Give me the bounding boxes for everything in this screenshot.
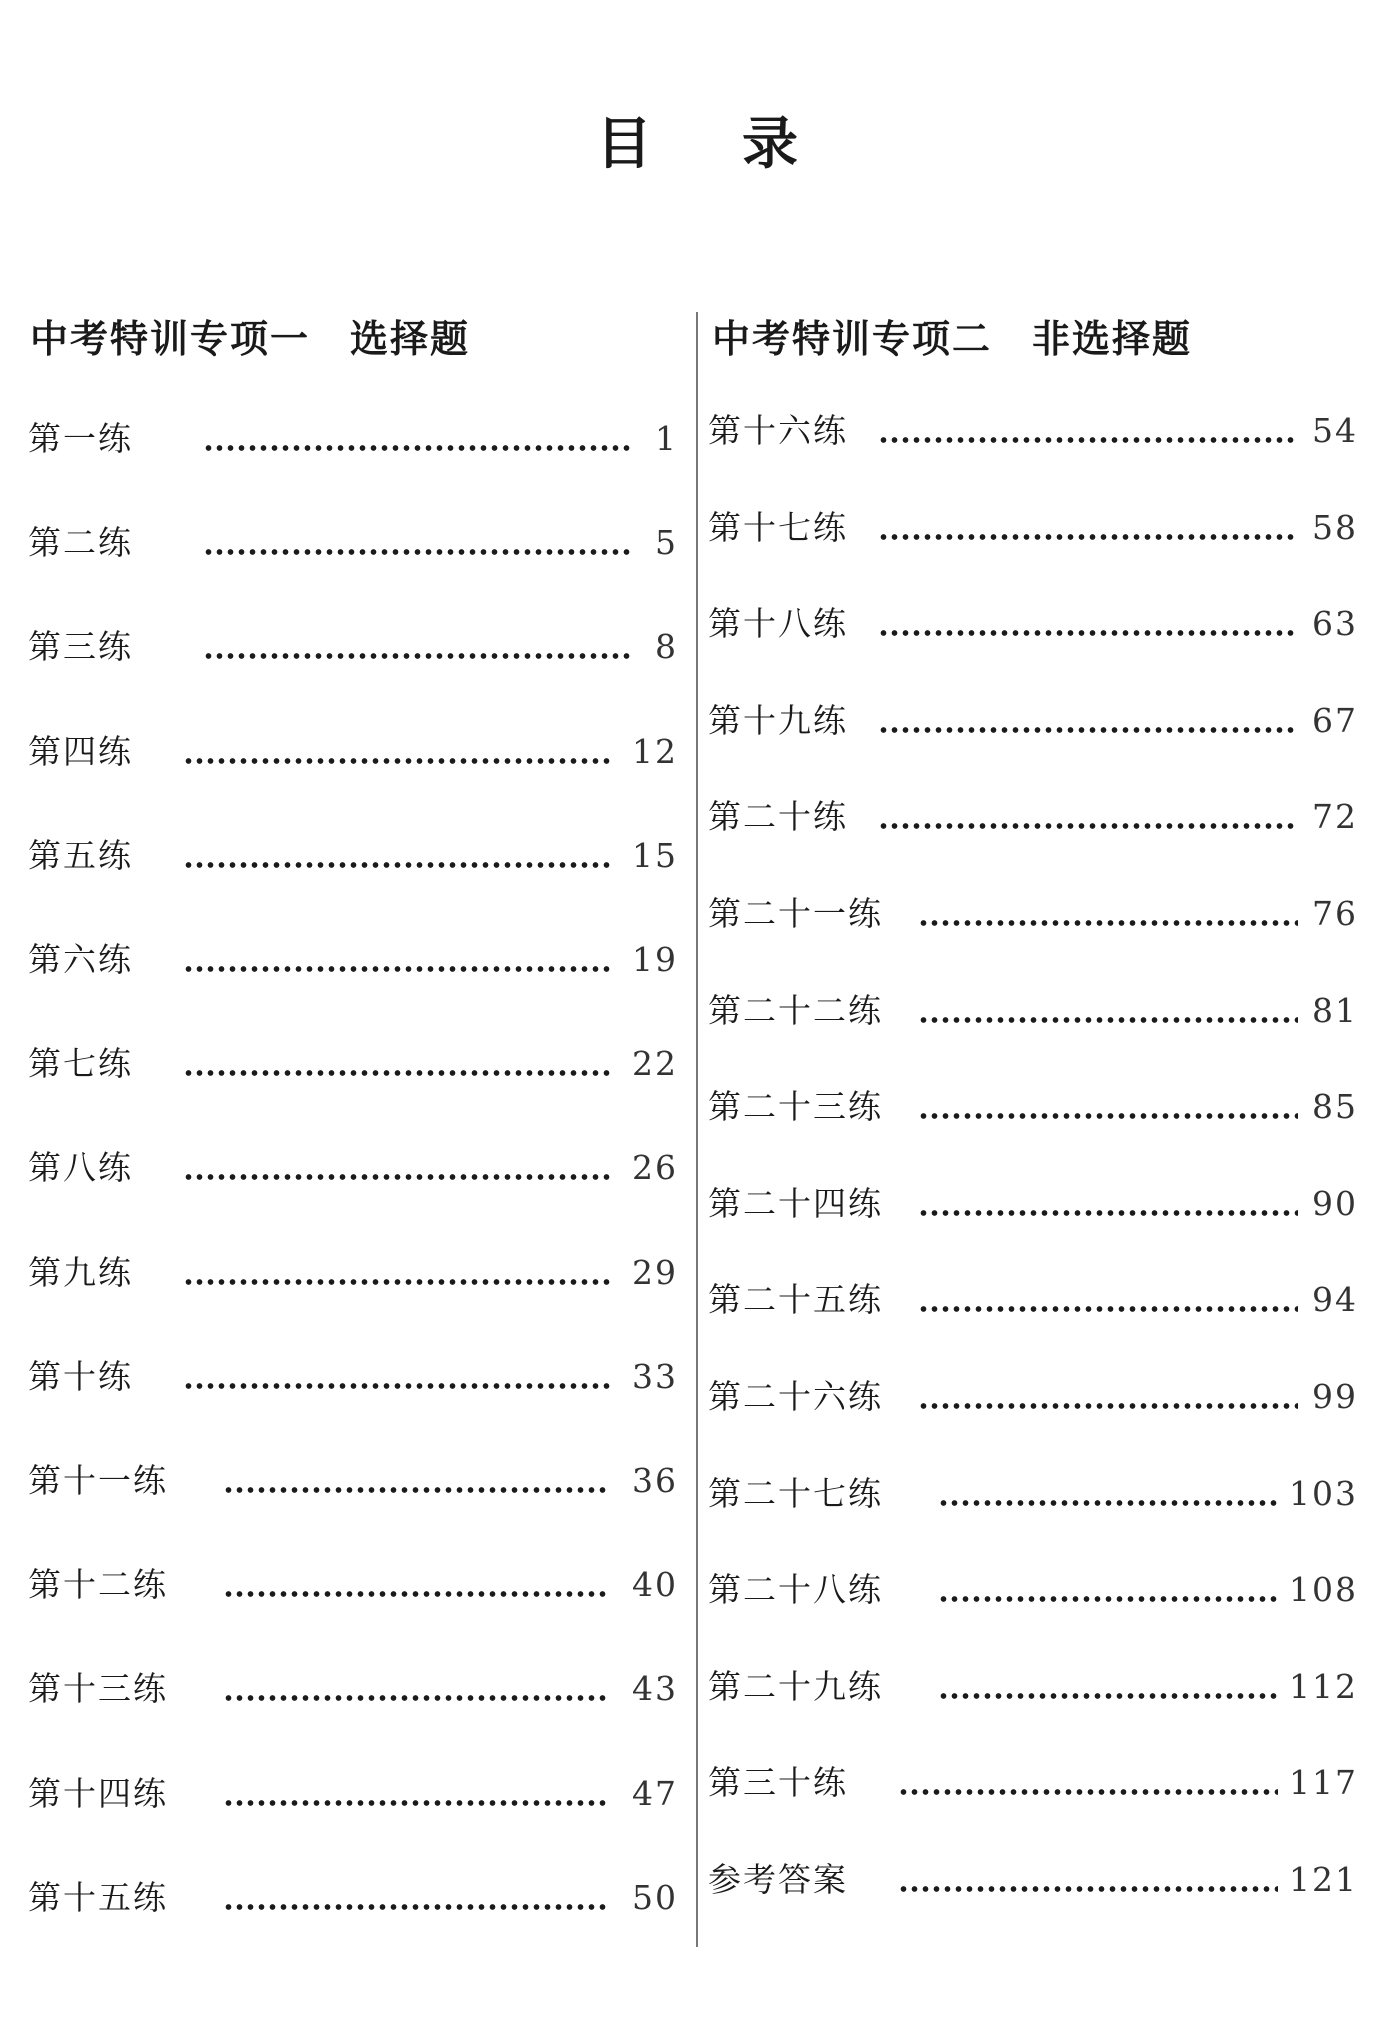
dot-leader bbox=[183, 1383, 610, 1389]
toc-entry-page-number: 5 bbox=[655, 523, 678, 563]
dot-leader bbox=[223, 1591, 610, 1597]
toc-entry-label: 第五练 bbox=[28, 835, 133, 875]
toc-entry[interactable] bbox=[28, 826, 678, 886]
dot-leader bbox=[203, 549, 630, 555]
toc-entry-page-number: 1 bbox=[655, 419, 678, 458]
toc-entry-label: 第十练 bbox=[28, 1356, 133, 1396]
dot-leader bbox=[183, 966, 610, 972]
toc-entry-page-number: 99 bbox=[1312, 1377, 1358, 1416]
toc-entry-page-number: 22 bbox=[632, 1044, 678, 1084]
toc-entry[interactable] bbox=[28, 1138, 678, 1198]
dot-leader bbox=[223, 1904, 610, 1910]
toc-entry-page-number: 40 bbox=[632, 1565, 678, 1605]
dot-leader bbox=[223, 1487, 610, 1493]
toc-entry-page-number: 94 bbox=[1312, 1280, 1358, 1320]
toc-entry-label: 第十二练 bbox=[28, 1565, 168, 1605]
toc-entry-label: 第二十二练 bbox=[708, 990, 883, 1030]
toc-entry-label: 第二十五练 bbox=[708, 1280, 883, 1320]
title-char-1: 目 bbox=[596, 112, 652, 177]
dot-leader bbox=[223, 1695, 610, 1701]
toc-entry-label: 第十六练 bbox=[708, 411, 848, 450]
dot-leader bbox=[938, 1500, 1278, 1506]
dot-leader bbox=[898, 1886, 1278, 1892]
toc-entry[interactable] bbox=[28, 513, 678, 573]
dot-leader bbox=[878, 727, 1298, 733]
toc-entry[interactable] bbox=[708, 1464, 1358, 1524]
toc-entry-page-number: 112 bbox=[1289, 1666, 1358, 1706]
toc-entry-page-number: 47 bbox=[632, 1773, 678, 1813]
toc-entry[interactable] bbox=[708, 1270, 1358, 1330]
dot-leader bbox=[183, 1279, 610, 1285]
toc-entry-page-number: 12 bbox=[632, 731, 678, 771]
toc-entry[interactable] bbox=[708, 1657, 1358, 1717]
toc-entry[interactable] bbox=[28, 617, 678, 677]
toc-entry-page-number: 103 bbox=[1289, 1473, 1358, 1513]
dot-leader bbox=[183, 1174, 610, 1180]
dot-leader bbox=[918, 1017, 1298, 1023]
toc-entry[interactable] bbox=[28, 1451, 678, 1511]
dot-leader bbox=[938, 1596, 1278, 1602]
dot-leader bbox=[918, 1403, 1298, 1409]
toc-entry-label: 第三练 bbox=[28, 627, 133, 667]
toc-entry[interactable] bbox=[708, 787, 1358, 847]
dot-leader bbox=[898, 1789, 1278, 1795]
toc-entry-label: 第二十四练 bbox=[708, 1183, 883, 1223]
dot-leader bbox=[878, 534, 1298, 540]
toc-entry-label: 第二十一练 bbox=[708, 894, 883, 933]
toc-entry[interactable] bbox=[28, 1243, 678, 1303]
toc-entry-page-number: 67 bbox=[1312, 700, 1358, 740]
toc-entry[interactable] bbox=[28, 1764, 678, 1824]
toc-entry-page-number: 81 bbox=[1312, 990, 1358, 1030]
toc-entry-page-number: 121 bbox=[1289, 1860, 1358, 1899]
toc-entry-label: 第九练 bbox=[28, 1252, 133, 1292]
dot-leader bbox=[938, 1693, 1278, 1699]
toc-entry-page-number: 50 bbox=[632, 1877, 678, 1917]
toc-entry-label: 第八练 bbox=[28, 1148, 133, 1188]
toc-entry-label: 第七练 bbox=[28, 1044, 133, 1084]
dot-leader bbox=[203, 445, 630, 451]
toc-entry[interactable] bbox=[708, 401, 1358, 461]
toc-entry[interactable] bbox=[708, 1850, 1358, 1910]
dot-leader bbox=[918, 920, 1298, 926]
dot-leader bbox=[183, 1070, 610, 1076]
toc-entry-label: 参考答案 bbox=[708, 1860, 848, 1899]
column-divider bbox=[696, 312, 698, 1947]
toc-entry[interactable] bbox=[28, 409, 678, 469]
dot-leader bbox=[878, 630, 1298, 636]
toc-entry-page-number: 117 bbox=[1289, 1763, 1358, 1803]
toc-entry-page-number: 63 bbox=[1312, 604, 1358, 644]
toc-entry-label: 第十一练 bbox=[28, 1461, 168, 1500]
toc-entry-page-number: 90 bbox=[1312, 1183, 1358, 1223]
toc-entry-label: 第十八练 bbox=[708, 604, 848, 644]
toc-entry[interactable] bbox=[28, 1555, 678, 1615]
dot-leader bbox=[918, 1113, 1298, 1119]
toc-entry-page-number: 33 bbox=[632, 1356, 678, 1396]
toc-entry[interactable] bbox=[28, 722, 678, 782]
toc-entry-page-number: 108 bbox=[1289, 1570, 1358, 1610]
toc-entry-label: 第十九练 bbox=[708, 700, 848, 740]
toc-entry[interactable] bbox=[708, 1367, 1358, 1427]
toc-entry-page-number: 29 bbox=[632, 1252, 678, 1292]
toc-entry-label: 第十四练 bbox=[28, 1773, 168, 1813]
dot-leader bbox=[878, 437, 1298, 443]
toc-entry[interactable] bbox=[708, 981, 1358, 1041]
toc-entry-page-number: 76 bbox=[1312, 894, 1358, 933]
toc-entry[interactable] bbox=[28, 1347, 678, 1407]
toc-entry-page-number: 15 bbox=[632, 835, 678, 875]
toc-entry-label: 第四练 bbox=[28, 731, 133, 771]
toc-entry-label: 第三十练 bbox=[708, 1763, 848, 1803]
section-heading-left: 中考特训专项一 选择题 bbox=[30, 317, 471, 361]
toc-entry[interactable] bbox=[708, 1077, 1358, 1137]
toc-entry-label: 第六练 bbox=[28, 940, 133, 979]
section-heading-right: 中考特训专项二 非选择题 bbox=[712, 317, 1193, 361]
title-char-2: 录 bbox=[742, 112, 798, 177]
toc-entry-page-number: 43 bbox=[632, 1669, 678, 1709]
toc-entry-label: 第二十七练 bbox=[708, 1473, 883, 1513]
toc-entry-label: 第二十练 bbox=[708, 797, 848, 837]
dot-leader bbox=[183, 862, 610, 868]
toc-entry[interactable] bbox=[28, 930, 678, 990]
toc-entry-label: 第二十三练 bbox=[708, 1087, 883, 1127]
toc-entry[interactable] bbox=[708, 498, 1358, 558]
toc-entry-label: 第二十六练 bbox=[708, 1377, 883, 1416]
toc-entry-page-number: 72 bbox=[1312, 797, 1358, 837]
toc-entry-page-number: 85 bbox=[1312, 1087, 1358, 1127]
toc-entry-label: 第二练 bbox=[28, 523, 133, 563]
toc-entry-label: 第一练 bbox=[28, 419, 133, 458]
toc-entry-page-number: 54 bbox=[1312, 411, 1358, 450]
toc-entry-label: 第二十九练 bbox=[708, 1666, 883, 1706]
dot-leader bbox=[183, 758, 610, 764]
toc-entry-page-number: 8 bbox=[655, 627, 678, 667]
dot-leader bbox=[878, 823, 1298, 829]
dot-leader bbox=[203, 653, 630, 659]
toc-entry[interactable] bbox=[708, 884, 1358, 944]
toc-entry[interactable] bbox=[28, 1659, 678, 1719]
toc-entry-page-number: 36 bbox=[632, 1461, 678, 1500]
toc-entry[interactable] bbox=[708, 1174, 1358, 1234]
toc-entry[interactable] bbox=[708, 1753, 1358, 1813]
toc-entry[interactable] bbox=[708, 1560, 1358, 1620]
toc-entry-page-number: 26 bbox=[632, 1148, 678, 1188]
toc-entry-label: 第十五练 bbox=[28, 1877, 168, 1917]
page-title bbox=[0, 100, 1394, 180]
toc-entry[interactable] bbox=[28, 1868, 678, 1928]
toc-entry-page-number: 19 bbox=[632, 940, 678, 979]
toc-entry[interactable] bbox=[708, 691, 1358, 751]
toc-entry[interactable] bbox=[708, 594, 1358, 654]
toc-entry-label: 第十三练 bbox=[28, 1669, 168, 1709]
toc-entry-label: 第十七练 bbox=[708, 507, 848, 547]
toc-entry-page-number: 58 bbox=[1312, 507, 1358, 547]
toc-entry-label: 第二十八练 bbox=[708, 1570, 883, 1610]
dot-leader bbox=[223, 1800, 610, 1806]
dot-leader bbox=[918, 1210, 1298, 1216]
dot-leader bbox=[918, 1306, 1298, 1312]
toc-entry[interactable] bbox=[28, 1034, 678, 1094]
